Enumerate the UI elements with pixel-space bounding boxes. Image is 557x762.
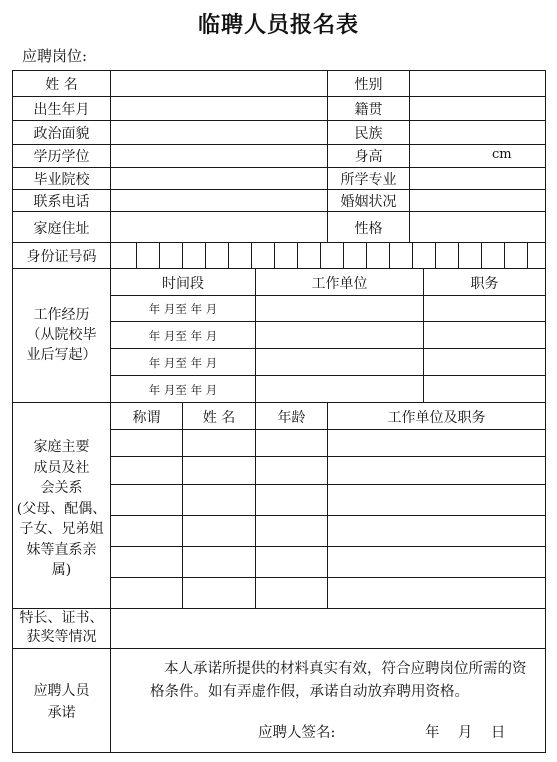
address-field[interactable]	[111, 212, 327, 242]
education-label: 学历学位	[33, 149, 90, 165]
family-col-name: 姓 名	[202, 410, 236, 426]
work-col-position: 职务	[470, 276, 499, 292]
id-digit-boxes[interactable]	[111, 243, 545, 268]
education-field[interactable]	[111, 145, 327, 167]
birth-field[interactable]	[111, 97, 327, 120]
awards-field[interactable]	[111, 609, 545, 648]
pledge-text: 本人承诺所提供的材料真实有效，符合应聘岗位所需的资格条件。如有弄虚作假，承诺自动放弃聘用资格。	[150, 661, 527, 700]
work-col-period: 时间段	[162, 276, 204, 292]
ethnic-label: 民族	[354, 126, 383, 142]
work-row-4-position[interactable]	[424, 376, 545, 402]
work-row-3-period: 年 月至 年 月	[148, 356, 218, 370]
work-col-unit: 工作单位	[311, 276, 368, 292]
address-label: 家庭住址	[33, 221, 90, 237]
birth-label: 出生年月	[33, 102, 90, 118]
personality-field[interactable]	[410, 212, 545, 242]
ethnic-field[interactable]	[410, 121, 545, 144]
name-label: 姓 名	[45, 77, 78, 93]
form-title: 临聘人员报名表	[197, 12, 359, 38]
work-row-3-unit[interactable]	[256, 349, 423, 375]
family-col-age: 年龄	[277, 410, 306, 426]
height-unit: cm	[492, 147, 512, 162]
political-label: 政治面貌	[33, 126, 90, 142]
signature-label: 应聘人签名:	[258, 725, 336, 741]
awards-label: 特长、证书、 获奖等情况	[19, 610, 104, 645]
work-row-2-period: 年 月至 年 月	[148, 329, 218, 343]
personality-label: 性格	[354, 221, 383, 237]
sign-date-label: 年 月 日	[425, 725, 506, 741]
family-member-rows[interactable]	[111, 430, 545, 608]
phone-label: 联系电话	[33, 194, 90, 210]
family-section-label: 家庭主要 成员及社 会关系 (父母、配偶、 子女、兄弟姐 妹等直系亲 属)	[16, 439, 107, 578]
work-section-label: 工作经历 （从院校毕 业后写起）	[26, 307, 97, 363]
signature-field[interactable]	[345, 716, 415, 740]
work-row-1-period: 年 月至 年 月	[148, 302, 218, 316]
marital-field[interactable]	[410, 190, 545, 211]
applied-post-label: 应聘岗位:	[22, 47, 88, 65]
work-row-2-position[interactable]	[424, 322, 545, 348]
native-field[interactable]	[410, 97, 545, 120]
work-row-3-position[interactable]	[424, 349, 545, 375]
native-label: 籍贯	[354, 102, 383, 118]
height-label: 身高	[354, 149, 383, 165]
id-label: 身份证号码	[26, 249, 97, 265]
work-row-4-period: 年 月至 年 月	[148, 383, 218, 397]
height-field[interactable]	[410, 145, 490, 167]
gender-label: 性别	[354, 77, 383, 93]
school-field[interactable]	[111, 168, 327, 189]
work-row-2-unit[interactable]	[256, 322, 423, 348]
school-label: 毕业院校	[33, 172, 90, 188]
family-col-title: 称谓	[132, 410, 161, 426]
work-row-1-unit[interactable]	[256, 296, 423, 321]
marital-label: 婚姻状况	[340, 194, 397, 210]
major-field[interactable]	[410, 168, 545, 189]
family-col-job: 工作单位及职务	[387, 410, 486, 426]
major-label: 所学专业	[340, 172, 397, 188]
pledge-section-label: 应聘人员 承诺	[33, 683, 90, 721]
political-field[interactable]	[111, 121, 327, 144]
phone-field[interactable]	[111, 190, 327, 211]
work-row-1-position[interactable]	[424, 296, 545, 321]
work-row-4-unit[interactable]	[256, 376, 423, 402]
name-field[interactable]	[111, 71, 327, 96]
gender-field[interactable]	[410, 71, 545, 96]
